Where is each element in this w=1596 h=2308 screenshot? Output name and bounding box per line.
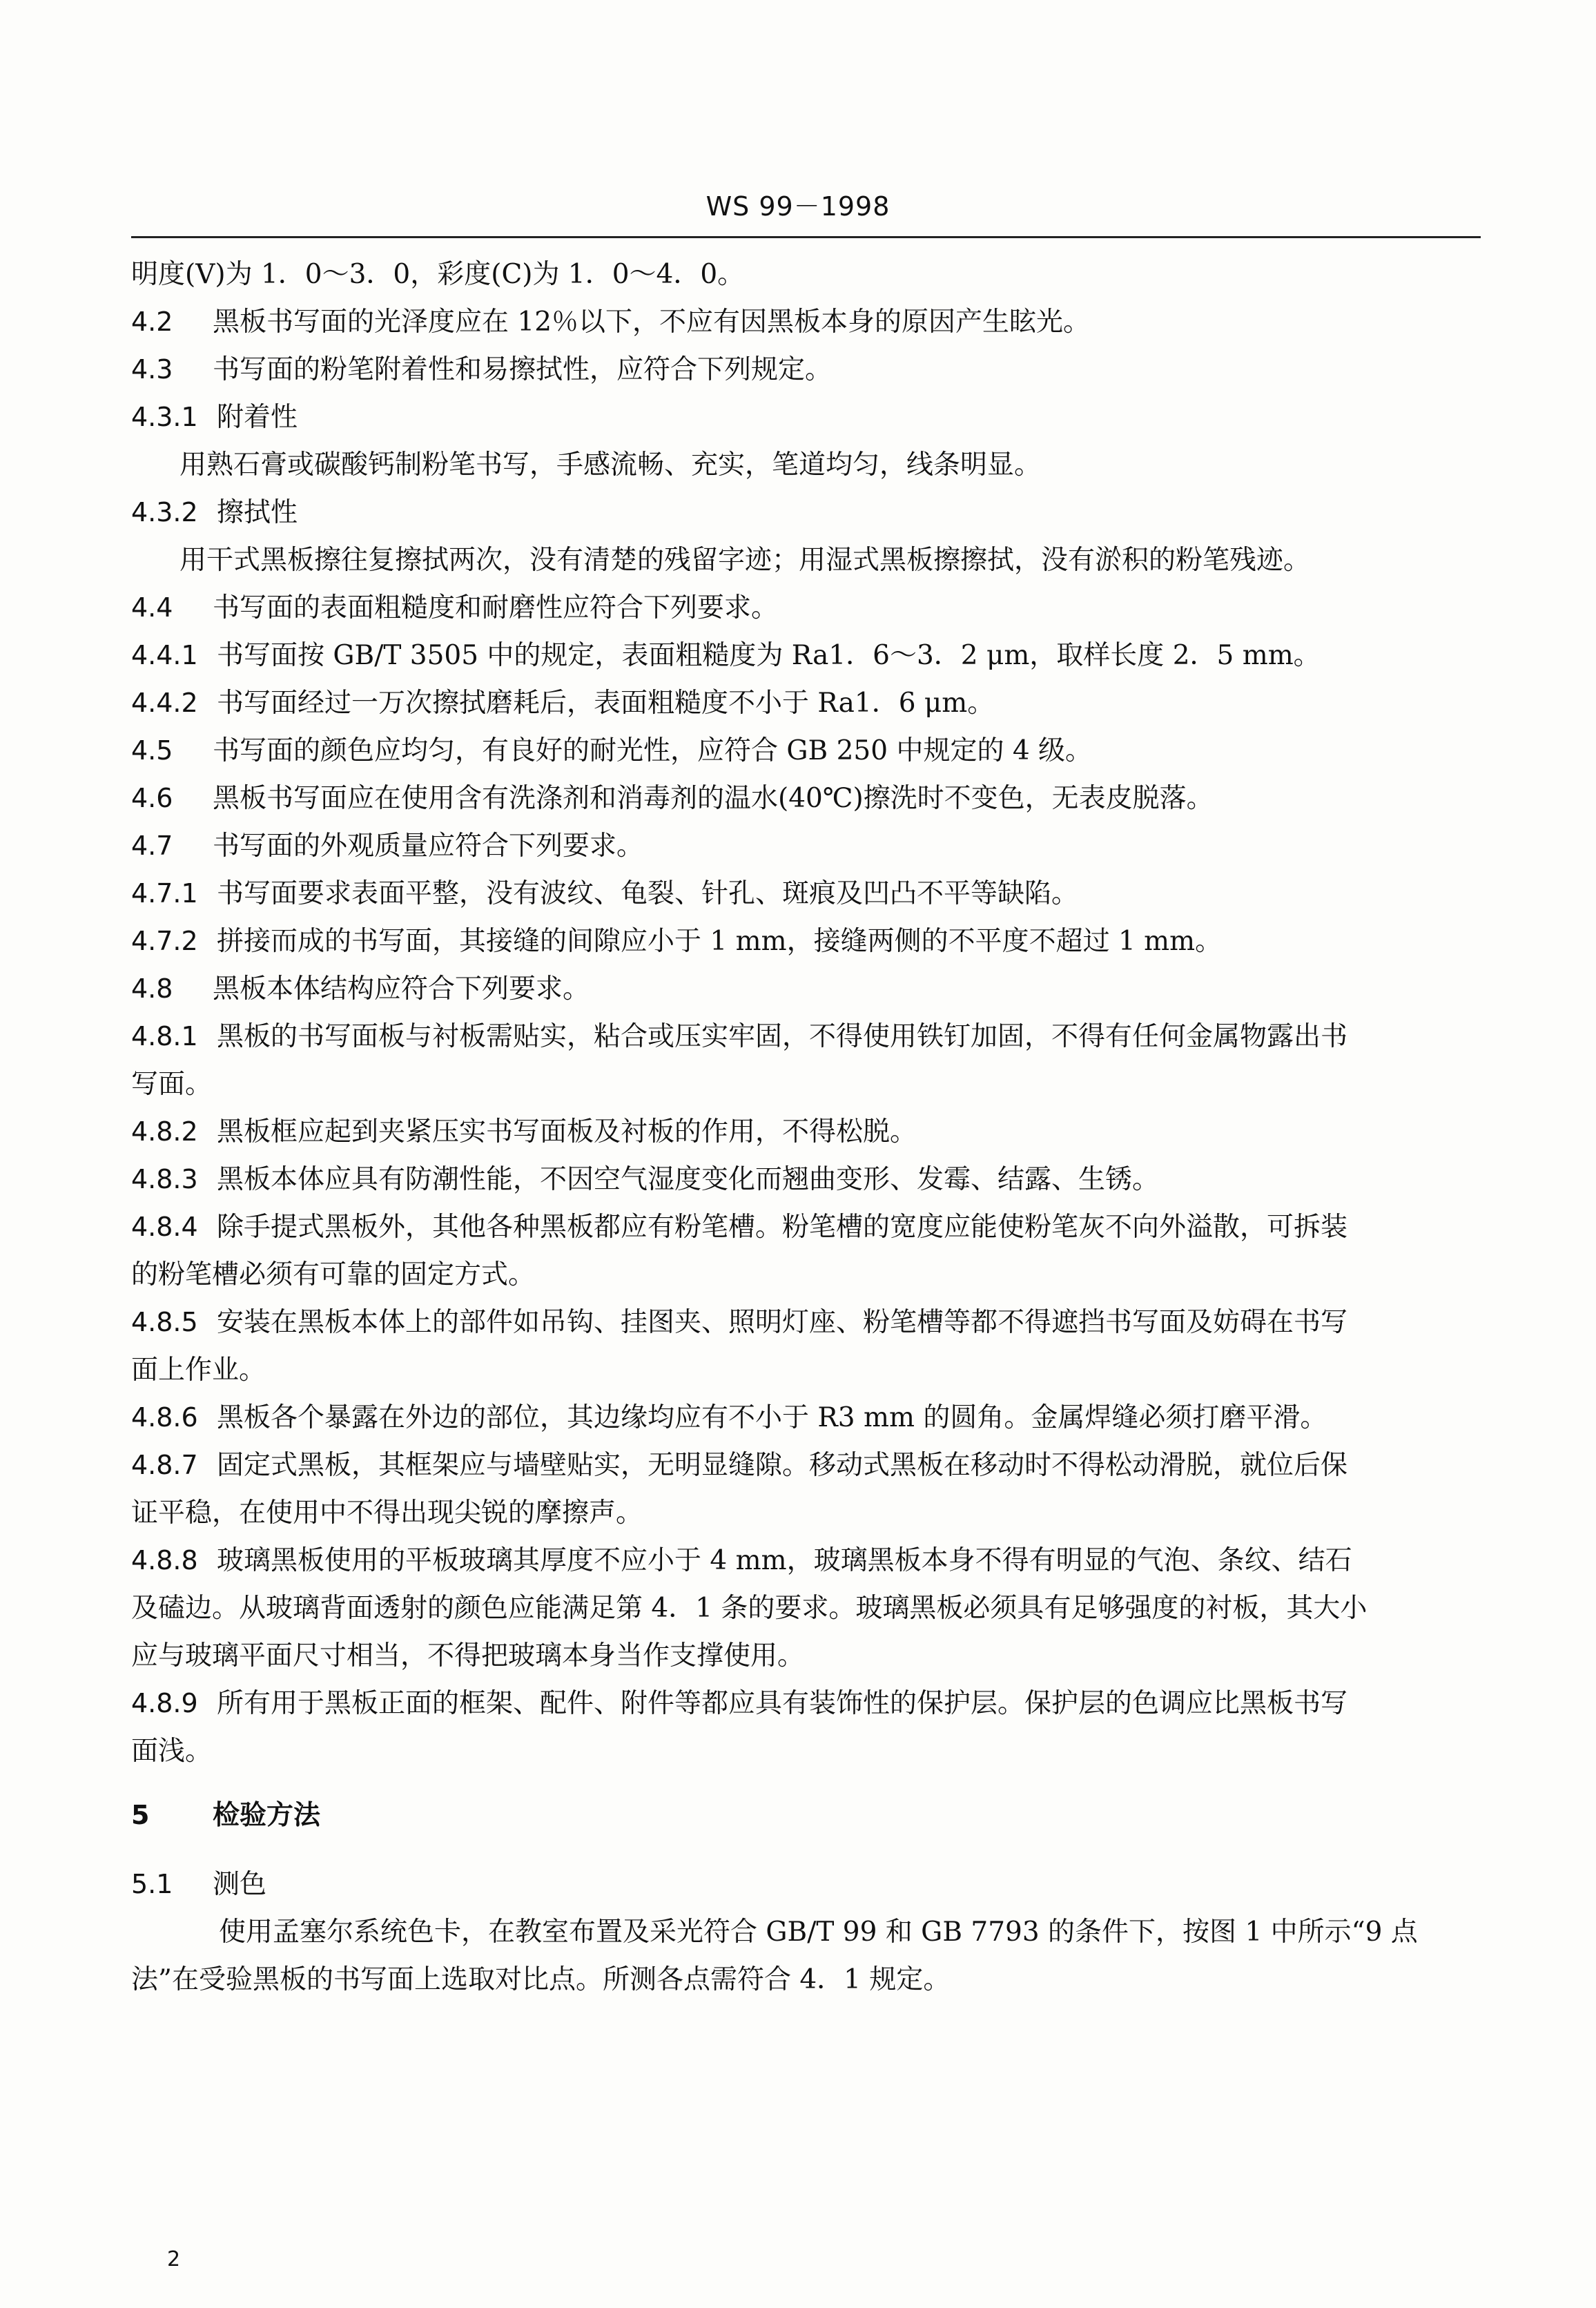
line-text: 用熟石膏或碳酸钙制粉笔书写，手感流畅、充实，笔道均匀，线条明显。 bbox=[179, 449, 1042, 481]
document-body bbox=[131, 251, 1484, 2004]
clause-4-3-1 bbox=[131, 394, 1484, 441]
clause-text: 书写面按 GB/T 3505 中的规定，表面粗糙度为 Ra1．6～3．2 μm，取样长度 2．5 mm。 bbox=[217, 640, 1321, 671]
clause-text: 书写面的粉笔附着性和易擦拭性，应符合下列规定。 bbox=[213, 354, 833, 385]
clause-text: 除手提式黑板外，其他各种黑板都应有粉笔槽。粉笔槽的宽度应能使粉笔灰不向外溢散，可拆装 bbox=[217, 1212, 1348, 1243]
clause-number: 4.8 bbox=[131, 973, 173, 1004]
clause-4-8-9-cont bbox=[131, 1727, 1484, 1775]
clause-text: 黑板本体应具有防潮性能，不因空气湿度变化而翘曲变形、发霉、结露、生锈。 bbox=[217, 1164, 1160, 1195]
section-5-heading bbox=[131, 1792, 1484, 1844]
clause-4-8-8-cont-1 bbox=[131, 1584, 1484, 1632]
clause-number: 4.7.1 bbox=[131, 878, 198, 909]
clause-4-6 bbox=[131, 775, 1484, 822]
clause-number: 5.1 bbox=[131, 1869, 173, 1899]
clause-number: 4.7 bbox=[131, 831, 173, 861]
spacer bbox=[131, 1775, 1484, 1792]
line-text: 法”在受验黑板的书写面上选取对比点。所测各点需符合 4．1 规定。 bbox=[131, 1964, 951, 1995]
clause-number: 4.2 bbox=[131, 307, 173, 337]
clause-4-8-3 bbox=[131, 1156, 1484, 1203]
clause-text: 附着性 bbox=[217, 402, 298, 433]
clause-text: 黑板各个暴露在外边的部位，其边缘均应有不小于 R3 mm 的圆角。金属焊缝必须打磨平滑。 bbox=[217, 1402, 1327, 1433]
clause-text: 黑板书写面应在使用含有洗涤剂和消毒剂的温水(40℃)擦洗时不变色，无表皮脱落。 bbox=[213, 783, 1214, 814]
clause-number: 4.4.2 bbox=[131, 688, 198, 718]
clause-4-8-2 bbox=[131, 1108, 1484, 1156]
line-text: 明度(V)为 1．0～3．0，彩度(C)为 1．0～4．0。 bbox=[131, 259, 745, 290]
clause-4-3-2 bbox=[131, 489, 1484, 536]
document-header-id: WS 99－1998 bbox=[705, 191, 891, 222]
clause-text: 固定式黑板，其框架应与墙壁贴实，无明显缝隙。移动式黑板在移动时不得松动滑脱，就位后保 bbox=[217, 1450, 1348, 1481]
clause-4-2 bbox=[131, 298, 1484, 346]
page-number: 2 bbox=[167, 2247, 181, 2271]
clause-text: 书写面的外观质量应符合下列要求。 bbox=[213, 831, 644, 862]
clause-4-8-7-cont bbox=[131, 1489, 1484, 1537]
clause-4-8-4 bbox=[131, 1203, 1484, 1251]
line-text: 应与玻璃平面尺寸相当，不得把玻璃本身当作支撑使用。 bbox=[131, 1640, 805, 1671]
clause-4-8-7 bbox=[131, 1442, 1484, 1489]
clause-4-8 bbox=[131, 965, 1484, 1013]
clause-number: 4.4 bbox=[131, 592, 173, 623]
clause-number: 4.8.8 bbox=[131, 1545, 198, 1575]
spacer bbox=[131, 1844, 1484, 1861]
clause-4-3-1-body bbox=[131, 441, 1484, 489]
clause-number: 4.8.4 bbox=[131, 1212, 198, 1242]
clause-number: 4.8.9 bbox=[131, 1688, 198, 1718]
clause-text: 黑板书写面的光泽度应在 12％以下，不应有因黑板本身的原因产生眩光。 bbox=[213, 307, 1091, 338]
clause-number: 4.8.7 bbox=[131, 1450, 198, 1480]
clause-4-4-2 bbox=[131, 679, 1484, 727]
line-text: 证平稳，在使用中不得出现尖锐的摩擦声。 bbox=[131, 1497, 643, 1529]
line-text: 写面。 bbox=[131, 1069, 213, 1100]
clause-text: 黑板框应起到夹紧压实书写面板及衬板的作用，不得松脱。 bbox=[217, 1116, 917, 1147]
clause-number: 4.6 bbox=[131, 783, 173, 813]
clause-text: 擦拭性 bbox=[217, 497, 298, 528]
line-text: 使用孟塞尔系统色卡，在教室布置及采光符合 GB/T 99 和 GB 7793 的条件下，按图 1 中所示“9 点 bbox=[219, 1917, 1418, 1948]
clause-4-8-5 bbox=[131, 1299, 1484, 1346]
clause-4-8-1 bbox=[131, 1013, 1484, 1060]
clause-text: 书写面经过一万次擦拭磨耗后，表面粗糙度不小于 Ra1．6 μm。 bbox=[217, 688, 995, 719]
clause-text: 安装在黑板本体上的部件如吊钩、挂图夹、照明灯座、粉笔槽等都不得遮挡书写面及妨碍在书写 bbox=[217, 1307, 1348, 1338]
clause-5-1-body-cont bbox=[131, 1956, 1484, 2004]
clause-number: 4.8.3 bbox=[131, 1164, 198, 1194]
clause-4-8-4-cont bbox=[131, 1251, 1484, 1299]
text-line bbox=[131, 251, 1484, 298]
clause-4-4 bbox=[131, 584, 1484, 632]
clause-4-8-1-cont bbox=[131, 1060, 1484, 1108]
clause-4-8-8 bbox=[131, 1537, 1484, 1584]
clause-text: 黑板本体结构应符合下列要求。 bbox=[213, 973, 590, 1005]
header-divider bbox=[131, 236, 1481, 238]
clause-number: 4.8.5 bbox=[131, 1307, 198, 1337]
clause-number: 4.7.2 bbox=[131, 926, 198, 956]
clause-4-5 bbox=[131, 727, 1484, 775]
clause-4-8-5-cont bbox=[131, 1346, 1484, 1394]
line-text: 面浅。 bbox=[131, 1736, 213, 1767]
clause-4-3-2-body bbox=[131, 536, 1484, 584]
clause-number: 4.3.1 bbox=[131, 402, 198, 432]
clause-text: 书写面的表面粗糙度和耐磨性应符合下列要求。 bbox=[213, 592, 779, 623]
clause-4-8-8-cont-2 bbox=[131, 1632, 1484, 1680]
line-text: 及磕边。从玻璃背面透射的颜色应能满足第 4．1 条的要求。玻璃黑板必须具有足够强度的衬板，其大小 bbox=[131, 1593, 1368, 1624]
clause-text: 书写面的颜色应均匀，有良好的耐光性，应符合 GB 250 中规定的 4 级。 bbox=[213, 735, 1093, 766]
clause-number: 4.8.1 bbox=[131, 1021, 198, 1051]
clause-number: 4.8.2 bbox=[131, 1116, 198, 1147]
clause-4-8-6 bbox=[131, 1394, 1484, 1442]
clause-number: 4.3.2 bbox=[131, 497, 198, 527]
line-text: 用干式黑板擦往复擦拭两次，没有清楚的残留字迹；用湿式黑板擦擦拭，没有淤积的粉笔残迹。 bbox=[179, 545, 1311, 576]
clause-text: 黑板的书写面板与衬板需贴实，粘合或压实牢固，不得使用铁钉加固，不得有任何金属物露出书 bbox=[217, 1021, 1348, 1052]
clause-5-1 bbox=[131, 1861, 1484, 1908]
clause-number: 4.3 bbox=[131, 354, 173, 385]
clause-4-3 bbox=[131, 346, 1484, 394]
clause-number: 4.4.1 bbox=[131, 640, 198, 670]
line-text: 面上作业。 bbox=[131, 1355, 266, 1386]
clause-4-8-9 bbox=[131, 1680, 1484, 1727]
clause-text: 所有用于黑板正面的框架、配件、附件等都应具有装饰性的保护层。保护层的色调应比黑板书写 bbox=[217, 1688, 1348, 1719]
clause-4-7 bbox=[131, 822, 1484, 870]
clause-text: 拼接而成的书写面，其接缝的间隙应小于 1 mm，接缝两侧的不平度不超过 1 mm。 bbox=[217, 926, 1223, 957]
clause-4-7-2 bbox=[131, 918, 1484, 965]
section-title: 检验方法 bbox=[213, 1800, 321, 1831]
clause-text: 测色 bbox=[213, 1869, 267, 1900]
clause-4-7-1 bbox=[131, 870, 1484, 918]
clause-text: 书写面要求表面平整，没有波纹、龟裂、针孔、斑痕及凹凸不平等缺陷。 bbox=[217, 878, 1079, 909]
clause-number: 4.5 bbox=[131, 735, 173, 766]
clause-4-4-1 bbox=[131, 632, 1484, 679]
clause-number: 4.8.6 bbox=[131, 1402, 198, 1433]
section-number: 5 bbox=[131, 1800, 150, 1830]
line-text: 的粉笔槽必须有可靠的固定方式。 bbox=[131, 1259, 536, 1290]
clause-5-1-body bbox=[131, 1908, 1484, 1956]
clause-text: 玻璃黑板使用的平板玻璃其厚度不应小于 4 mm，玻璃黑板本身不得有明显的气泡、条纹、结石 bbox=[217, 1545, 1352, 1576]
